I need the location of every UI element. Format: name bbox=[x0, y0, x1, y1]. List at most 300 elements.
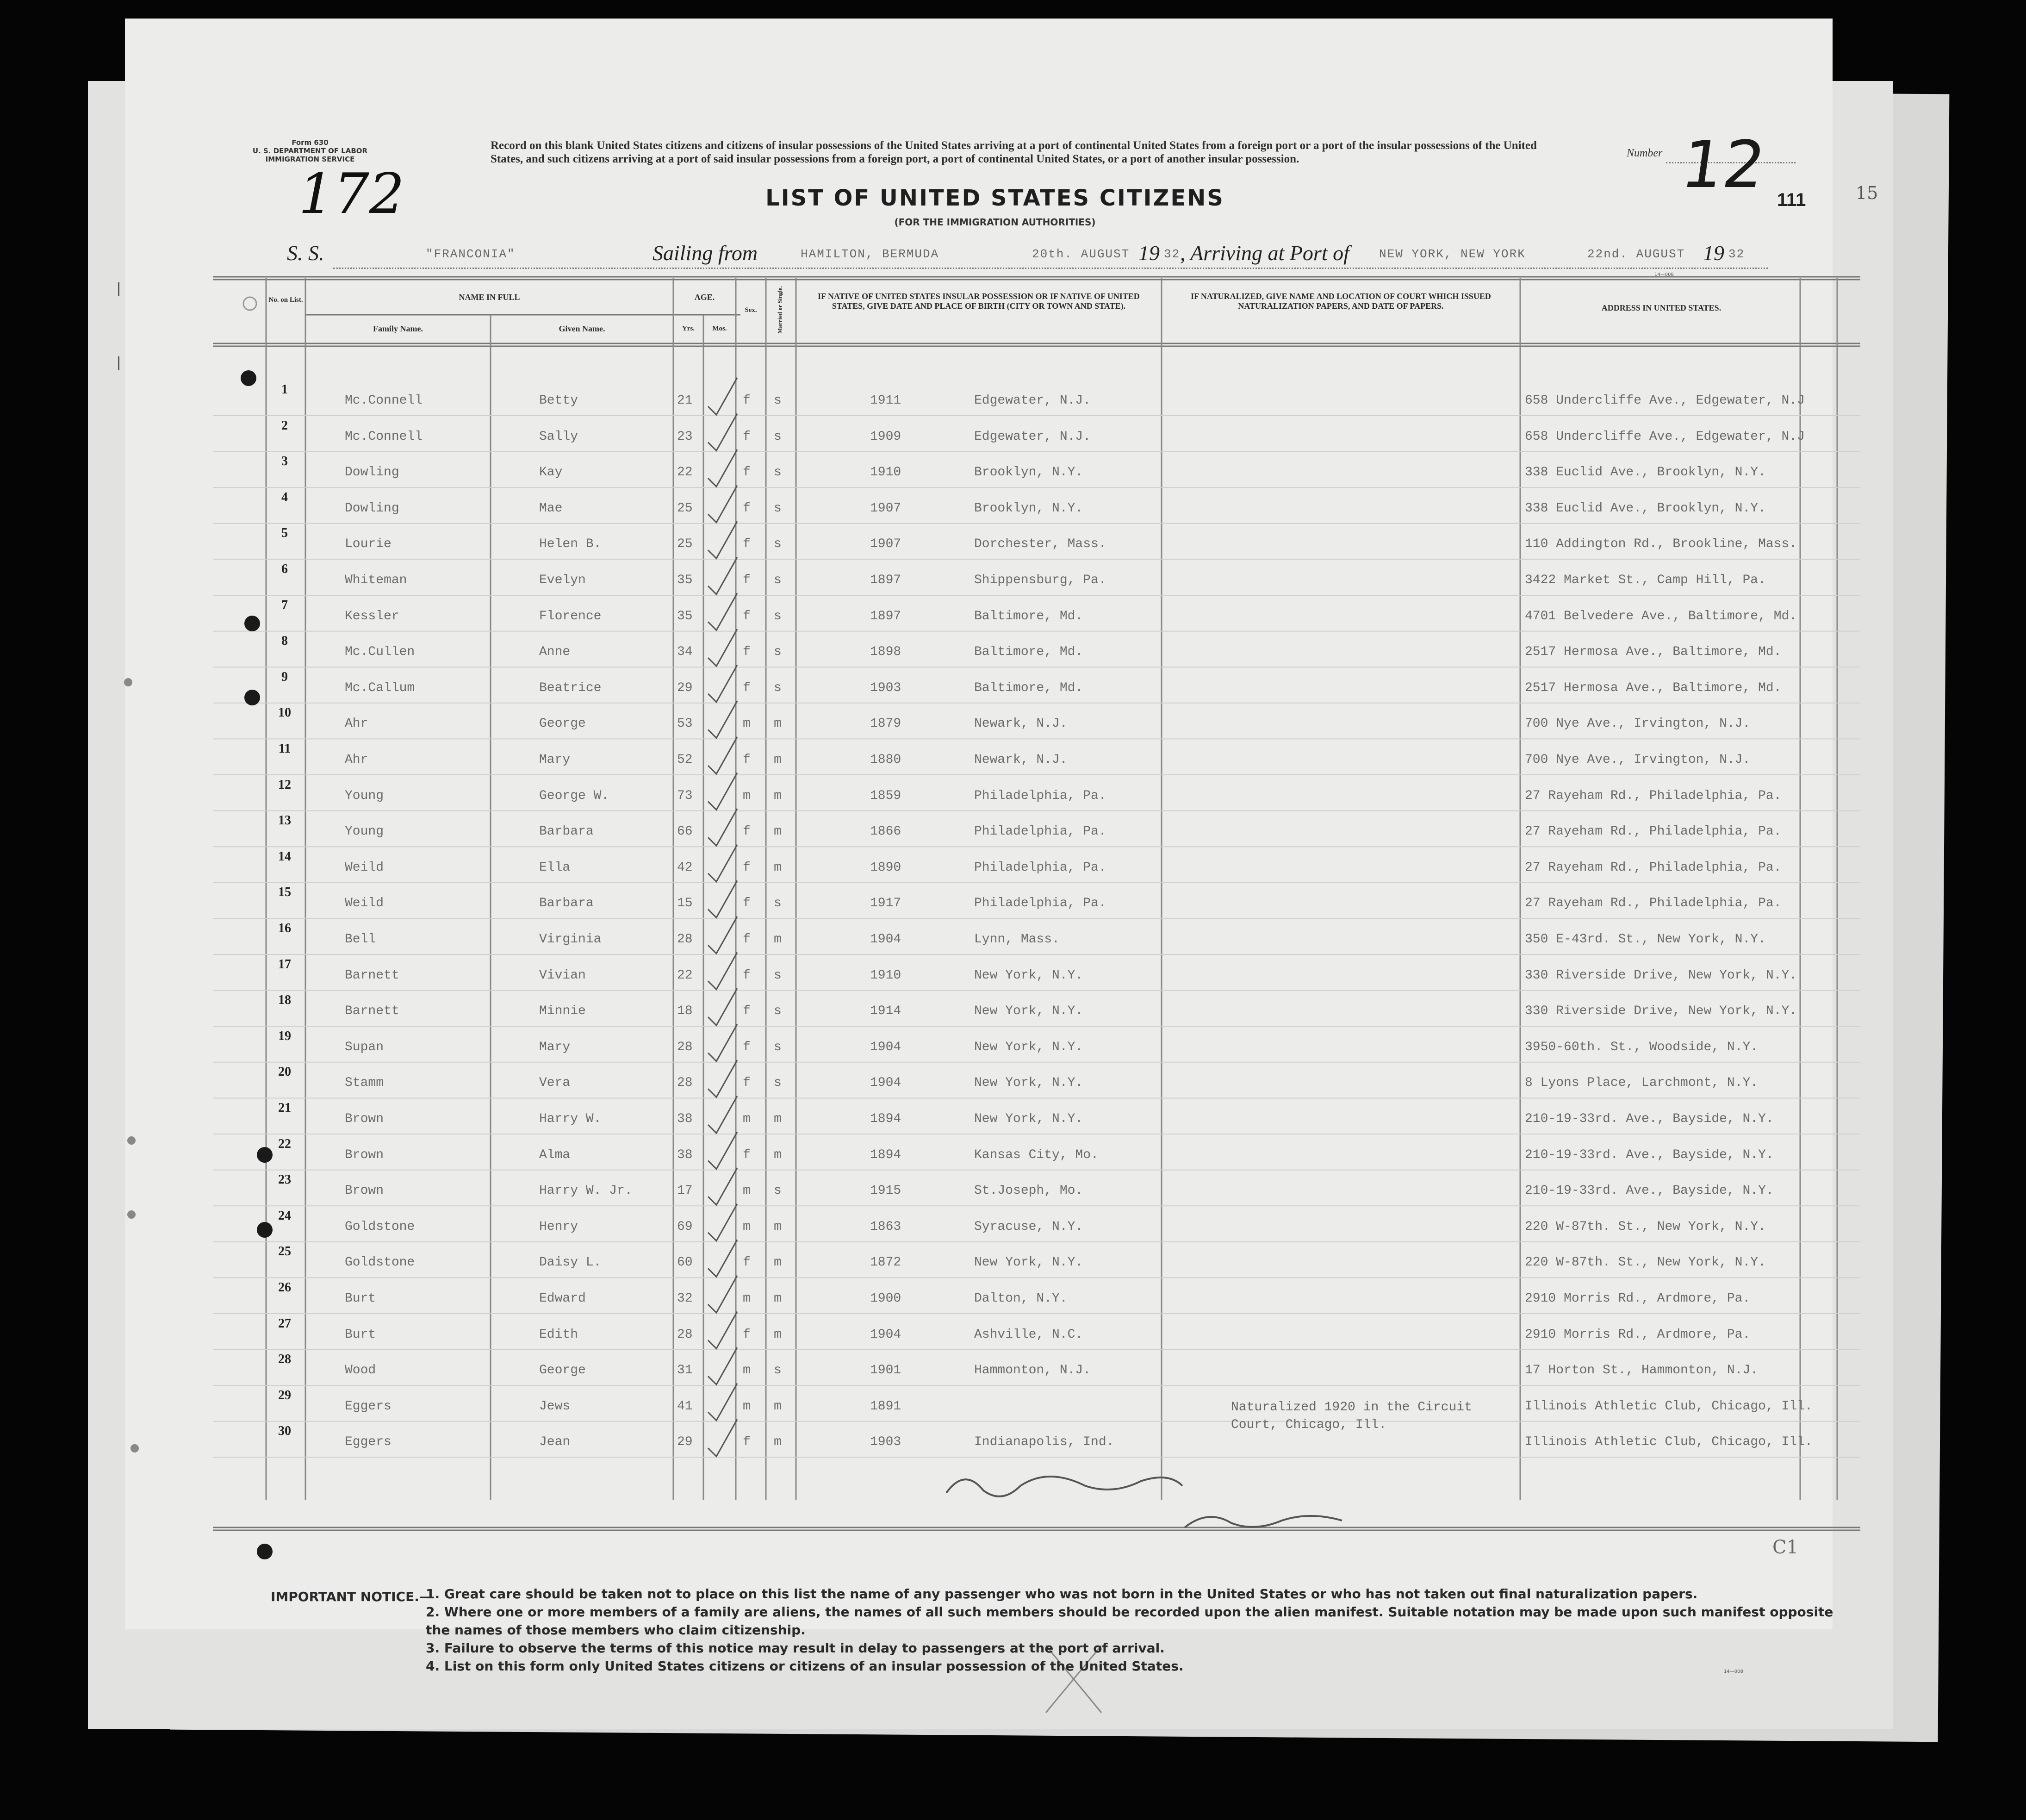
address-cell: 338 Euclid Ave., Brooklyn, N.Y. bbox=[1525, 465, 1766, 480]
address-cell: Illinois Athletic Club, Chicago, Ill. bbox=[1525, 1399, 1813, 1414]
sex-cell: f bbox=[743, 896, 751, 911]
corner-number: 15 bbox=[1856, 183, 1878, 203]
family-name-cell: Barnett bbox=[345, 1004, 399, 1019]
age-cell: 38 bbox=[677, 1147, 693, 1162]
sex-cell: m bbox=[743, 788, 751, 803]
row-number: 15 bbox=[278, 885, 291, 900]
family-name-cell: Eggers bbox=[345, 1435, 392, 1450]
marital-status-cell: m bbox=[774, 1219, 782, 1234]
address-cell: 2910 Morris Rd., Ardmore, Pa. bbox=[1525, 1291, 1751, 1306]
marital-status-cell: s bbox=[774, 501, 782, 516]
row-number: 27 bbox=[278, 1316, 291, 1331]
family-name-cell: Supan bbox=[345, 1040, 384, 1054]
age-cell: 53 bbox=[677, 717, 693, 731]
check-mark bbox=[708, 521, 737, 558]
age-cell: 17 bbox=[677, 1184, 693, 1198]
notice-item-1: 1. Great care should be taken not to place on this list the name of any passenger who was not born in the United States or who has not taken out final naturalization papers. bbox=[426, 1586, 1698, 1602]
edge-hole bbox=[124, 678, 132, 686]
service-name: IMMIGRATION SERVICE bbox=[265, 155, 355, 163]
row-number: 5 bbox=[281, 526, 288, 541]
birth-year-cell: 1897 bbox=[870, 609, 901, 623]
age-cell: 28 bbox=[677, 932, 693, 947]
to-port: NEW YORK, NEW YORK bbox=[1379, 247, 1526, 261]
sex-cell: f bbox=[743, 1040, 751, 1054]
age-cell: 35 bbox=[677, 573, 693, 587]
address-cell: 2517 Hermosa Ave., Baltimore, Md. bbox=[1525, 645, 1782, 660]
sex-cell: f bbox=[743, 1004, 751, 1019]
col-given-name: Given Name. bbox=[559, 324, 605, 333]
given-name-cell: Jean bbox=[539, 1435, 571, 1450]
col-yrs: Yrs. bbox=[682, 325, 695, 332]
birth-place-cell: Dalton, N.Y. bbox=[974, 1291, 1068, 1306]
sex-cell: f bbox=[743, 645, 751, 660]
marital-status-cell: s bbox=[774, 680, 782, 695]
birth-year-cell: 1880 bbox=[870, 753, 901, 767]
year-1: 32 bbox=[1164, 247, 1181, 261]
row-number: 14 bbox=[278, 849, 291, 864]
birth-year-cell: 1897 bbox=[870, 573, 901, 587]
birth-place-cell: Philadelphia, Pa. bbox=[974, 896, 1106, 911]
sex-cell: f bbox=[743, 1255, 751, 1270]
address-cell: 2517 Hermosa Ave., Baltimore, Md. bbox=[1525, 680, 1782, 695]
birth-place-cell: Newark, N.J. bbox=[974, 717, 1068, 731]
check-mark bbox=[708, 988, 737, 1025]
age-cell: 28 bbox=[677, 1040, 693, 1054]
marital-status-cell: s bbox=[774, 1184, 782, 1198]
age-cell: 29 bbox=[677, 1435, 693, 1450]
sex-cell: f bbox=[743, 932, 751, 947]
given-name-cell: Henry bbox=[539, 1219, 578, 1234]
birth-year-cell: 1900 bbox=[870, 1291, 901, 1306]
row-number: 6 bbox=[281, 562, 288, 576]
birth-place-cell: Shippensburg, Pa. bbox=[974, 573, 1106, 587]
address-cell: 700 Nye Ave., Irvington, N.J. bbox=[1525, 717, 1751, 731]
given-name-cell: Edith bbox=[539, 1327, 578, 1342]
row-number: 1 bbox=[281, 382, 288, 397]
notice-item-4: 4. List on this form only United States citizens or citizens of an insular possession of the United States. bbox=[426, 1658, 1184, 1674]
given-name-cell: Evelyn bbox=[539, 573, 586, 587]
birth-year-cell: 1879 bbox=[870, 717, 901, 731]
birth-place-cell: New York, N.Y. bbox=[974, 1255, 1083, 1270]
family-name-cell: Weild bbox=[345, 896, 384, 911]
age-cell: 66 bbox=[677, 824, 693, 839]
form-number: Form 630 bbox=[292, 138, 329, 147]
address-cell: 27 Rayeham Rd., Philadelphia, Pa. bbox=[1525, 788, 1782, 803]
check-mark bbox=[708, 1347, 737, 1384]
sailing-label: Sailing from bbox=[653, 241, 758, 265]
family-name-cell: Goldstone bbox=[345, 1219, 415, 1234]
page-subtitle: (FOR THE IMMIGRATION AUTHORITIES) bbox=[894, 217, 1096, 228]
row-number: 7 bbox=[281, 598, 288, 612]
age-cell: 29 bbox=[677, 680, 693, 695]
birth-place-cell: Ashville, N.C. bbox=[974, 1327, 1083, 1342]
row-number: 25 bbox=[278, 1244, 291, 1259]
col-address: ADDRESS IN UNITED STATES. bbox=[1601, 303, 1721, 312]
marital-status-cell: m bbox=[774, 1112, 782, 1126]
check-mark bbox=[708, 916, 737, 954]
marital-status-cell: m bbox=[774, 753, 782, 767]
marital-status-cell: m bbox=[774, 1147, 782, 1162]
row-number: 17 bbox=[278, 957, 291, 972]
birth-year-cell: 1859 bbox=[870, 788, 901, 803]
family-name-cell: Bell bbox=[345, 932, 376, 947]
marital-status-cell: s bbox=[774, 1363, 782, 1378]
birth-year-cell: 1903 bbox=[870, 1435, 901, 1450]
age-cell: 21 bbox=[677, 393, 693, 408]
age-cell: 28 bbox=[677, 1076, 693, 1091]
family-name-cell: Young bbox=[345, 824, 384, 839]
row-number: 22 bbox=[278, 1136, 291, 1151]
family-name-cell: Mc.Connell bbox=[345, 393, 423, 408]
birth-place-cell: New York, N.Y. bbox=[974, 1112, 1083, 1126]
given-name-cell: Ella bbox=[539, 860, 571, 875]
address-cell: 210-19-33rd. Ave., Bayside, N.Y. bbox=[1525, 1184, 1774, 1198]
row-number: 13 bbox=[278, 813, 291, 828]
age-cell: 52 bbox=[677, 753, 693, 767]
family-name-cell: Brown bbox=[345, 1184, 384, 1198]
family-name-cell: Ahr bbox=[345, 753, 368, 767]
sex-cell: m bbox=[743, 1112, 751, 1126]
row-number: 28 bbox=[278, 1352, 291, 1367]
sex-cell: m bbox=[743, 1291, 751, 1306]
marital-status-cell: s bbox=[774, 393, 782, 408]
row-number: 4 bbox=[281, 490, 288, 505]
row-number: 12 bbox=[278, 777, 291, 792]
age-cell: 22 bbox=[677, 968, 693, 983]
margin-mark: C1 bbox=[1772, 1537, 1799, 1558]
sex-cell: m bbox=[743, 1219, 751, 1234]
check-mark bbox=[708, 593, 737, 630]
check-mark bbox=[708, 414, 737, 451]
marital-status-cell: m bbox=[774, 1255, 782, 1270]
check-mark bbox=[708, 1276, 737, 1313]
row-number: 8 bbox=[281, 634, 288, 648]
sex-cell: m bbox=[743, 1399, 751, 1414]
given-name-cell: Barbara bbox=[539, 824, 594, 839]
row-number: 21 bbox=[278, 1101, 291, 1115]
footer-form-code: 14—008 bbox=[1724, 1669, 1743, 1674]
check-mark bbox=[708, 1204, 737, 1241]
given-name-cell: Edward bbox=[539, 1291, 586, 1306]
birth-place-cell: Syracuse, N.Y. bbox=[974, 1219, 1083, 1234]
birth-place-cell: Philadelphia, Pa. bbox=[974, 860, 1106, 875]
sex-cell: m bbox=[743, 1363, 751, 1378]
family-name-cell: Eggers bbox=[345, 1399, 392, 1414]
birth-year-cell: 1907 bbox=[870, 501, 901, 516]
marital-status-cell: s bbox=[774, 609, 782, 623]
edge-hole bbox=[131, 1444, 139, 1452]
check-mark bbox=[708, 629, 737, 666]
arriving-label: , Arriving at Port of bbox=[1180, 241, 1349, 265]
given-name-cell: Florence bbox=[539, 609, 602, 623]
age-cell: 28 bbox=[677, 1327, 693, 1342]
birth-year-cell: 1872 bbox=[870, 1255, 901, 1270]
family-name-cell: Wood bbox=[345, 1363, 376, 1378]
sex-cell: f bbox=[743, 393, 751, 408]
age-cell: 31 bbox=[677, 1363, 693, 1378]
family-name-cell: Young bbox=[345, 788, 384, 803]
check-mark bbox=[708, 1419, 737, 1456]
age-cell: 69 bbox=[677, 1219, 693, 1234]
sex-cell: f bbox=[743, 860, 751, 875]
check-mark bbox=[708, 1060, 737, 1097]
check-mark bbox=[708, 1384, 737, 1421]
sex-cell: f bbox=[743, 609, 751, 623]
family-name-cell: Burt bbox=[345, 1327, 376, 1342]
address-cell: 27 Rayeham Rd., Philadelphia, Pa. bbox=[1525, 824, 1782, 839]
birth-place-cell: Indianapolis, Ind. bbox=[974, 1435, 1114, 1450]
address-cell: 3950-60th. St., Woodside, N.Y. bbox=[1525, 1040, 1759, 1054]
check-mark bbox=[708, 1024, 737, 1061]
address-cell: 210-19-33rd. Ave., Bayside, N.Y. bbox=[1525, 1147, 1774, 1162]
birth-year-cell: 1890 bbox=[870, 860, 901, 875]
family-name-cell: Dowling bbox=[345, 501, 399, 516]
col-birth: IF NATIVE OF UNITED STATES INSULAR POSSESSION OR IF NATIVE OF UNITED STATES, GIVE DATE AND PLACE OF BIRTH (CITY OR TOWN AND STATE). bbox=[818, 292, 1140, 311]
birth-year-cell: 1866 bbox=[870, 824, 901, 839]
row-number: 16 bbox=[278, 921, 291, 935]
given-name-cell: Betty bbox=[539, 393, 578, 408]
naturalization-note bbox=[1231, 1399, 1472, 1434]
given-name-cell: Daisy L. bbox=[539, 1255, 602, 1270]
family-name-cell: Burt bbox=[345, 1291, 376, 1306]
row-number: 23 bbox=[278, 1172, 291, 1187]
birth-place-cell: New York, N.Y. bbox=[974, 968, 1083, 983]
birth-place-cell: Baltimore, Md. bbox=[974, 609, 1083, 623]
birth-year-cell: 1915 bbox=[870, 1184, 901, 1198]
sex-cell: f bbox=[743, 573, 751, 587]
family-name-cell: Mc.Callum bbox=[345, 680, 415, 695]
address-cell: 8 Lyons Place, Larchmont, N.Y. bbox=[1525, 1076, 1759, 1091]
family-name-cell: Mc.Connell bbox=[345, 429, 423, 444]
address-cell: 350 E-43rd. St., New York, N.Y. bbox=[1525, 932, 1766, 947]
age-cell: 23 bbox=[677, 429, 693, 444]
birth-place-cell: Edgewater, N.J. bbox=[974, 393, 1091, 408]
birth-year-cell: 1891 bbox=[870, 1399, 901, 1414]
sex-cell: m bbox=[743, 717, 751, 731]
address-cell: 338 Euclid Ave., Brooklyn, N.Y. bbox=[1525, 501, 1766, 516]
sex-cell: f bbox=[743, 465, 751, 480]
sex-cell: f bbox=[743, 1147, 751, 1162]
age-cell: 25 bbox=[677, 501, 693, 516]
notice-lead: IMPORTANT NOTICE.— bbox=[271, 1589, 432, 1604]
family-name-cell: Barnett bbox=[345, 968, 399, 983]
col-mos: Mos. bbox=[712, 325, 727, 332]
address-cell: 110 Addington Rd., Brookline, Mass. bbox=[1525, 537, 1797, 552]
marital-status-cell: s bbox=[774, 896, 782, 911]
col-age: AGE. bbox=[694, 293, 715, 302]
age-cell: 22 bbox=[677, 465, 693, 480]
check-mark bbox=[708, 665, 737, 702]
handwritten-mark: 172 bbox=[298, 162, 405, 226]
naturalization-note-line-2: Court, Chicago, Ill. bbox=[1231, 1418, 1387, 1432]
sex-cell: f bbox=[743, 968, 751, 983]
family-name-cell: Weild bbox=[345, 860, 384, 875]
age-cell: 25 bbox=[677, 537, 693, 552]
birth-year-cell: 1894 bbox=[870, 1147, 901, 1162]
birth-place-cell: New York, N.Y. bbox=[974, 1076, 1083, 1091]
address-cell: 17 Horton St., Hammonton, N.J. bbox=[1525, 1363, 1759, 1378]
sex-cell: m bbox=[743, 1184, 751, 1198]
marital-status-cell: s bbox=[774, 1040, 782, 1054]
check-mark bbox=[708, 1132, 737, 1169]
sex-cell: f bbox=[743, 537, 751, 552]
sex-cell: f bbox=[743, 1435, 751, 1450]
given-name-cell: George bbox=[539, 717, 586, 731]
birth-year-cell: 1910 bbox=[870, 465, 901, 480]
given-name-cell: Mary bbox=[539, 753, 571, 767]
birth-year-cell: 1907 bbox=[870, 537, 901, 552]
given-name-cell: Harry W. bbox=[539, 1112, 602, 1126]
row-number: 29 bbox=[278, 1388, 291, 1402]
marital-status-cell: s bbox=[774, 968, 782, 983]
birth-place-cell: Lynn, Mass. bbox=[974, 932, 1060, 947]
birth-year-cell: 1894 bbox=[870, 1112, 901, 1126]
check-mark bbox=[708, 1168, 737, 1205]
birth-year-cell: 1901 bbox=[870, 1363, 901, 1378]
marital-status-cell: m bbox=[774, 824, 782, 839]
row-number: 9 bbox=[281, 669, 288, 684]
family-name-cell: Ahr bbox=[345, 717, 368, 731]
year-prefix-2: 19 bbox=[1703, 241, 1724, 265]
row-number: 10 bbox=[278, 705, 291, 720]
birth-place-cell: Philadelphia, Pa. bbox=[974, 788, 1106, 803]
birth-year-cell: 1904 bbox=[870, 1327, 901, 1342]
to-date: 22nd. AUGUST bbox=[1587, 247, 1685, 261]
birth-place-cell: Edgewater, N.J. bbox=[974, 429, 1091, 444]
year-2: 32 bbox=[1728, 247, 1745, 261]
check-mark bbox=[708, 449, 737, 486]
handwritten-number: 12 bbox=[1677, 127, 1770, 203]
check-mark bbox=[708, 701, 737, 738]
birth-place-cell: New York, N.Y. bbox=[974, 1004, 1083, 1019]
age-cell: 38 bbox=[677, 1112, 693, 1126]
given-name-cell: Alma bbox=[539, 1147, 571, 1162]
department-name: U. S. DEPARTMENT OF LABOR bbox=[252, 147, 368, 155]
voyage-form-code: 14—008 bbox=[1654, 272, 1674, 277]
given-name-cell: Sally bbox=[539, 429, 578, 444]
marital-status-cell: s bbox=[774, 1076, 782, 1091]
binder-hole bbox=[257, 1222, 273, 1238]
check-mark bbox=[708, 378, 737, 415]
family-name-cell: Dowling bbox=[345, 465, 399, 480]
birth-place-cell: Newark, N.J. bbox=[974, 753, 1068, 767]
page-title: LIST OF UNITED STATES CITIZENS bbox=[765, 185, 1224, 211]
address-cell: 220 W-87th. St., New York, N.Y. bbox=[1525, 1219, 1766, 1234]
address-cell: 658 Undercliffe Ave., Edgewater, N.J bbox=[1525, 393, 1805, 408]
birth-year-cell: 1903 bbox=[870, 680, 901, 695]
family-name-cell: Whiteman bbox=[345, 573, 407, 587]
marital-status-cell: s bbox=[774, 429, 782, 444]
address-cell: 3422 Market St., Camp Hill, Pa. bbox=[1525, 573, 1766, 587]
marital-status-cell: s bbox=[774, 1004, 782, 1019]
from-port: HAMILTON, BERMUDA bbox=[801, 247, 939, 261]
row-number: 3 bbox=[281, 454, 288, 469]
address-cell: 27 Rayeham Rd., Philadelphia, Pa. bbox=[1525, 896, 1782, 911]
birth-year-cell: 1863 bbox=[870, 1219, 901, 1234]
given-name-cell: Kay bbox=[539, 465, 563, 480]
address-cell: 2910 Morris Rd., Ardmore, Pa. bbox=[1525, 1327, 1751, 1342]
notice-item-3: 3. Failure to observe the terms of this notice may result in delay to passengers at the port of arrival. bbox=[426, 1640, 1165, 1656]
given-name-cell: George bbox=[539, 1363, 586, 1378]
binder-hole bbox=[244, 616, 260, 631]
birth-place-cell: New York, N.Y. bbox=[974, 1040, 1083, 1054]
birth-place-cell: St.Joseph, Mo. bbox=[974, 1184, 1083, 1198]
marital-status-cell: s bbox=[774, 465, 782, 480]
row-number: 2 bbox=[281, 418, 288, 433]
given-name-cell: Helen B. bbox=[539, 537, 602, 552]
binder-hole bbox=[244, 690, 260, 705]
given-name-cell: Anne bbox=[539, 645, 571, 660]
given-name-cell: Harry W. Jr. bbox=[539, 1184, 633, 1198]
col-sex: Sex. bbox=[745, 306, 757, 314]
address-cell: 330 Riverside Drive, New York, N.Y. bbox=[1525, 968, 1797, 983]
birth-year-cell: 1904 bbox=[870, 932, 901, 947]
birth-place-cell: Baltimore, Md. bbox=[974, 645, 1083, 660]
col-no: No. on List. bbox=[268, 296, 303, 304]
row-number: 30 bbox=[278, 1424, 291, 1439]
marital-status-cell: m bbox=[774, 717, 782, 731]
check-mark bbox=[708, 773, 737, 810]
binder-hole bbox=[241, 370, 256, 386]
family-name-cell: Lourie bbox=[345, 537, 392, 552]
family-name-cell: Brown bbox=[345, 1147, 384, 1162]
birth-year-cell: 1898 bbox=[870, 645, 901, 660]
col-naturalized: IF NATURALIZED, GIVE NAME AND LOCATION OF COURT WHICH ISSUED NATURALIZATION PAPERS, AND DATE OF PAPERS. bbox=[1191, 292, 1491, 311]
sex-cell: f bbox=[743, 824, 751, 839]
address-cell: Illinois Athletic Club, Chicago, Ill. bbox=[1525, 1435, 1813, 1450]
check-mark bbox=[708, 953, 737, 990]
birth-place-cell: Brooklyn, N.Y. bbox=[974, 465, 1083, 480]
ss-label: S. S. bbox=[287, 241, 324, 265]
marital-status-cell: m bbox=[774, 1399, 782, 1414]
check-mark bbox=[708, 880, 737, 917]
birth-year-cell: 1917 bbox=[870, 896, 901, 911]
family-name-cell: Stamm bbox=[345, 1076, 384, 1091]
birth-year-cell: 1909 bbox=[870, 429, 901, 444]
record-instructions: Record on this blank United States citizens and citizens of insular possessions of the United States arriving at a port of continental United States from a foreign port or a port of the insular possessions of the United States, and such citizens arriving at a port of said insular possessions from a foreign port, a port of continental United States, or a port of another insular possession. bbox=[491, 139, 1537, 165]
address-cell: 700 Nye Ave., Irvington, N.J. bbox=[1525, 753, 1751, 767]
edge-hole bbox=[127, 1210, 136, 1219]
sex-cell: f bbox=[743, 680, 751, 695]
age-cell: 18 bbox=[677, 1004, 693, 1019]
number-label: Number bbox=[1627, 147, 1663, 159]
check-mark bbox=[708, 557, 737, 594]
given-name-cell: George W. bbox=[539, 788, 609, 803]
row-number: 18 bbox=[278, 993, 291, 1008]
year-prefix-1: 19 bbox=[1138, 241, 1160, 265]
family-name-cell: Mc.Cullen bbox=[345, 645, 415, 660]
address-cell: 4701 Belvedere Ave., Baltimore, Md. bbox=[1525, 609, 1797, 623]
birth-place-cell: Baltimore, Md. bbox=[974, 680, 1083, 695]
ship-name: "FRANCONIA" bbox=[426, 247, 516, 261]
address-cell: 330 Riverside Drive, New York, N.Y. bbox=[1525, 1004, 1797, 1019]
edge-mark bbox=[118, 356, 119, 370]
age-cell: 35 bbox=[677, 609, 693, 623]
address-cell: 210-19-33rd. Ave., Bayside, N.Y. bbox=[1525, 1112, 1774, 1126]
given-name-cell: Mary bbox=[539, 1040, 571, 1054]
from-date: 20th. AUGUST bbox=[1032, 247, 1130, 261]
age-cell: 60 bbox=[677, 1255, 693, 1270]
age-cell: 42 bbox=[677, 860, 693, 875]
sex-cell: f bbox=[743, 753, 751, 767]
col-name-in-full: NAME IN FULL bbox=[459, 293, 520, 302]
given-name-cell: Minnie bbox=[539, 1004, 586, 1019]
row-number: 11 bbox=[278, 742, 291, 756]
birth-year-cell: 1910 bbox=[870, 968, 901, 983]
birth-year-cell: 1911 bbox=[870, 393, 901, 408]
check-mark bbox=[708, 1312, 737, 1349]
birth-place-cell: Dorchester, Mass. bbox=[974, 537, 1106, 552]
